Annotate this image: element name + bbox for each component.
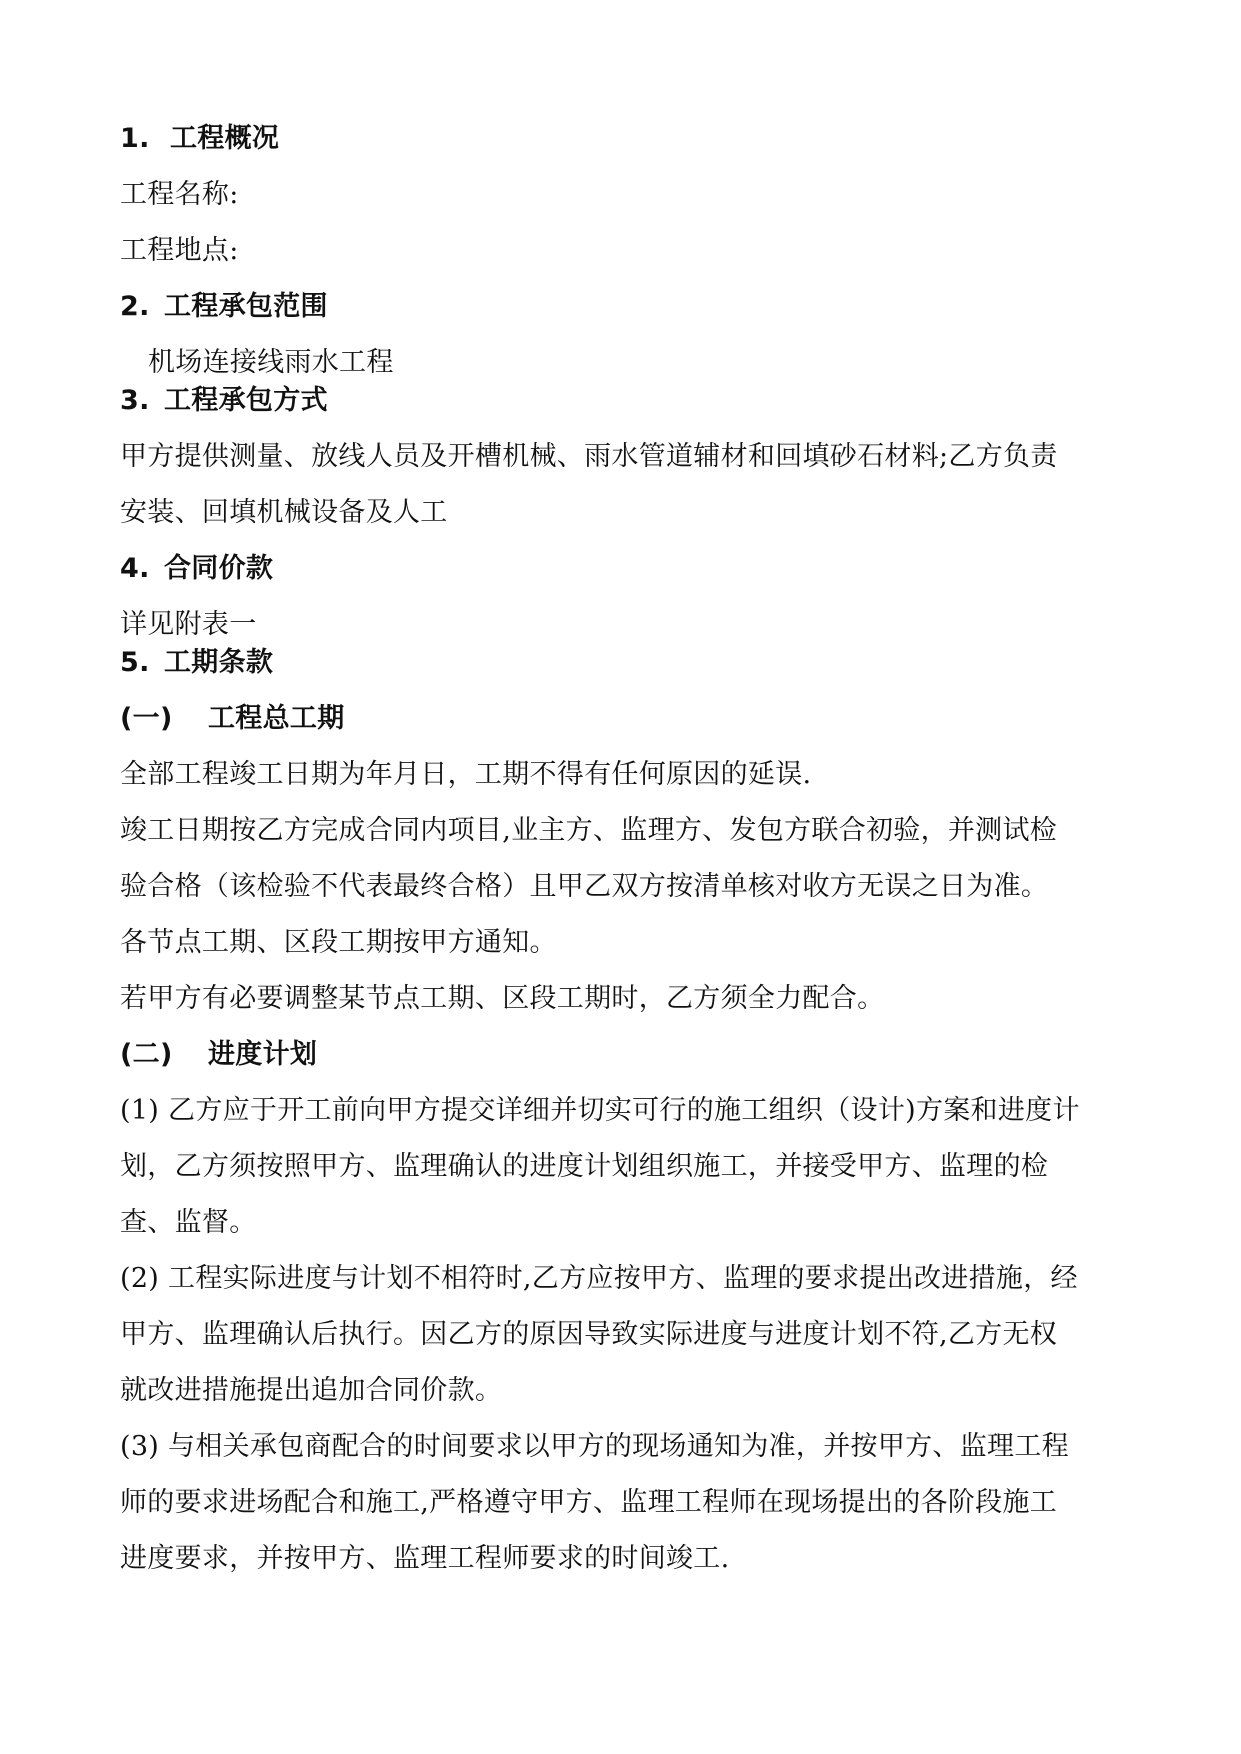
section-number: 3. bbox=[120, 385, 150, 416]
paragraph-line: (1) 乙方应于开工前向甲方提交详细并切实可行的施工组织（设计)方案和进度计 bbox=[120, 1095, 1080, 1126]
paragraph-line: 甲方、监理确认后执行。因乙方的原因导致实际进度与进度计划不符,乙方无权 bbox=[120, 1319, 1058, 1350]
subsection-number: (二) bbox=[120, 1039, 173, 1070]
section-number: 1. bbox=[120, 123, 150, 154]
section-3-heading bbox=[120, 383, 1130, 419]
section-2-heading bbox=[120, 289, 1130, 325]
section-4-heading bbox=[120, 551, 1130, 587]
section-title: 工程概况 bbox=[170, 123, 280, 154]
section-title: 工程承包范围 bbox=[164, 291, 328, 322]
paragraph-line: 划，乙方须按照甲方、监理确认的进度计划组织施工，并接受甲方、监理的检 bbox=[120, 1151, 1049, 1182]
paragraph-line: 竣工日期按乙方完成合同内项目,业主方、监理方、发包方联合初验，并测试检 bbox=[120, 815, 1058, 846]
paragraph-line: 师的要求进场配合和施工,严格遵守甲方、监理工程师在现场提出的各阶段施工 bbox=[120, 1487, 1058, 1518]
section-number: 5. bbox=[120, 647, 150, 678]
paragraph-line: 安装、回填机械设备及人工 bbox=[120, 497, 448, 528]
section-5-heading bbox=[120, 645, 1130, 681]
section-number: 2. bbox=[120, 291, 150, 322]
project-name-label: 工程名称: bbox=[120, 179, 239, 210]
paragraph-line: 就改进措施提出追加合同价款。 bbox=[120, 1375, 503, 1406]
section-number: 4. bbox=[120, 553, 150, 584]
paragraph-line: 各节点工期、区段工期按甲方通知。 bbox=[120, 927, 557, 958]
paragraph-line: 查、监督。 bbox=[120, 1207, 257, 1238]
subsection-title: 进度计划 bbox=[208, 1039, 318, 1070]
subsection-title: 工程总工期 bbox=[208, 703, 345, 734]
subsection-number: (一) bbox=[120, 703, 173, 734]
scope-content: 机场连接线雨水工程 bbox=[148, 347, 394, 378]
subsection-2-heading bbox=[120, 1037, 1130, 1073]
paragraph-line: 验合格（该检验不代表最终合格）且甲乙双方按清单核对收方无误之日为准。 bbox=[120, 871, 1049, 902]
paragraph-line: (2) 工程实际进度与计划不相符时,乙方应按甲方、监理的要求提出改进措施，经 bbox=[120, 1263, 1078, 1294]
paragraph-line: (3) 与相关承包商配合的时间要求以甲方的现场通知为准，并按甲方、监理工程 bbox=[120, 1431, 1069, 1462]
section-1-heading bbox=[120, 121, 1130, 157]
subsection-1-heading bbox=[120, 701, 1130, 737]
section-title: 工期条款 bbox=[164, 647, 274, 678]
paragraph-line: 进度要求，并按甲方、监理工程师要求的时间竣工. bbox=[120, 1543, 730, 1574]
paragraph-line: 全部工程竣工日期为年月日，工期不得有任何原因的延误. bbox=[120, 759, 812, 790]
price-content: 详见附表一 bbox=[120, 609, 257, 640]
paragraph-line: 甲方提供测量、放线人员及开槽机械、雨水管道辅材和回填砂石材料;乙方负责 bbox=[120, 441, 1058, 472]
section-title: 工程承包方式 bbox=[164, 385, 328, 416]
section-title: 合同价款 bbox=[164, 553, 274, 584]
paragraph-line: 若甲方有必要调整某节点工期、区段工期时，乙方须全力配合。 bbox=[120, 983, 885, 1014]
project-location-label: 工程地点: bbox=[120, 235, 239, 266]
